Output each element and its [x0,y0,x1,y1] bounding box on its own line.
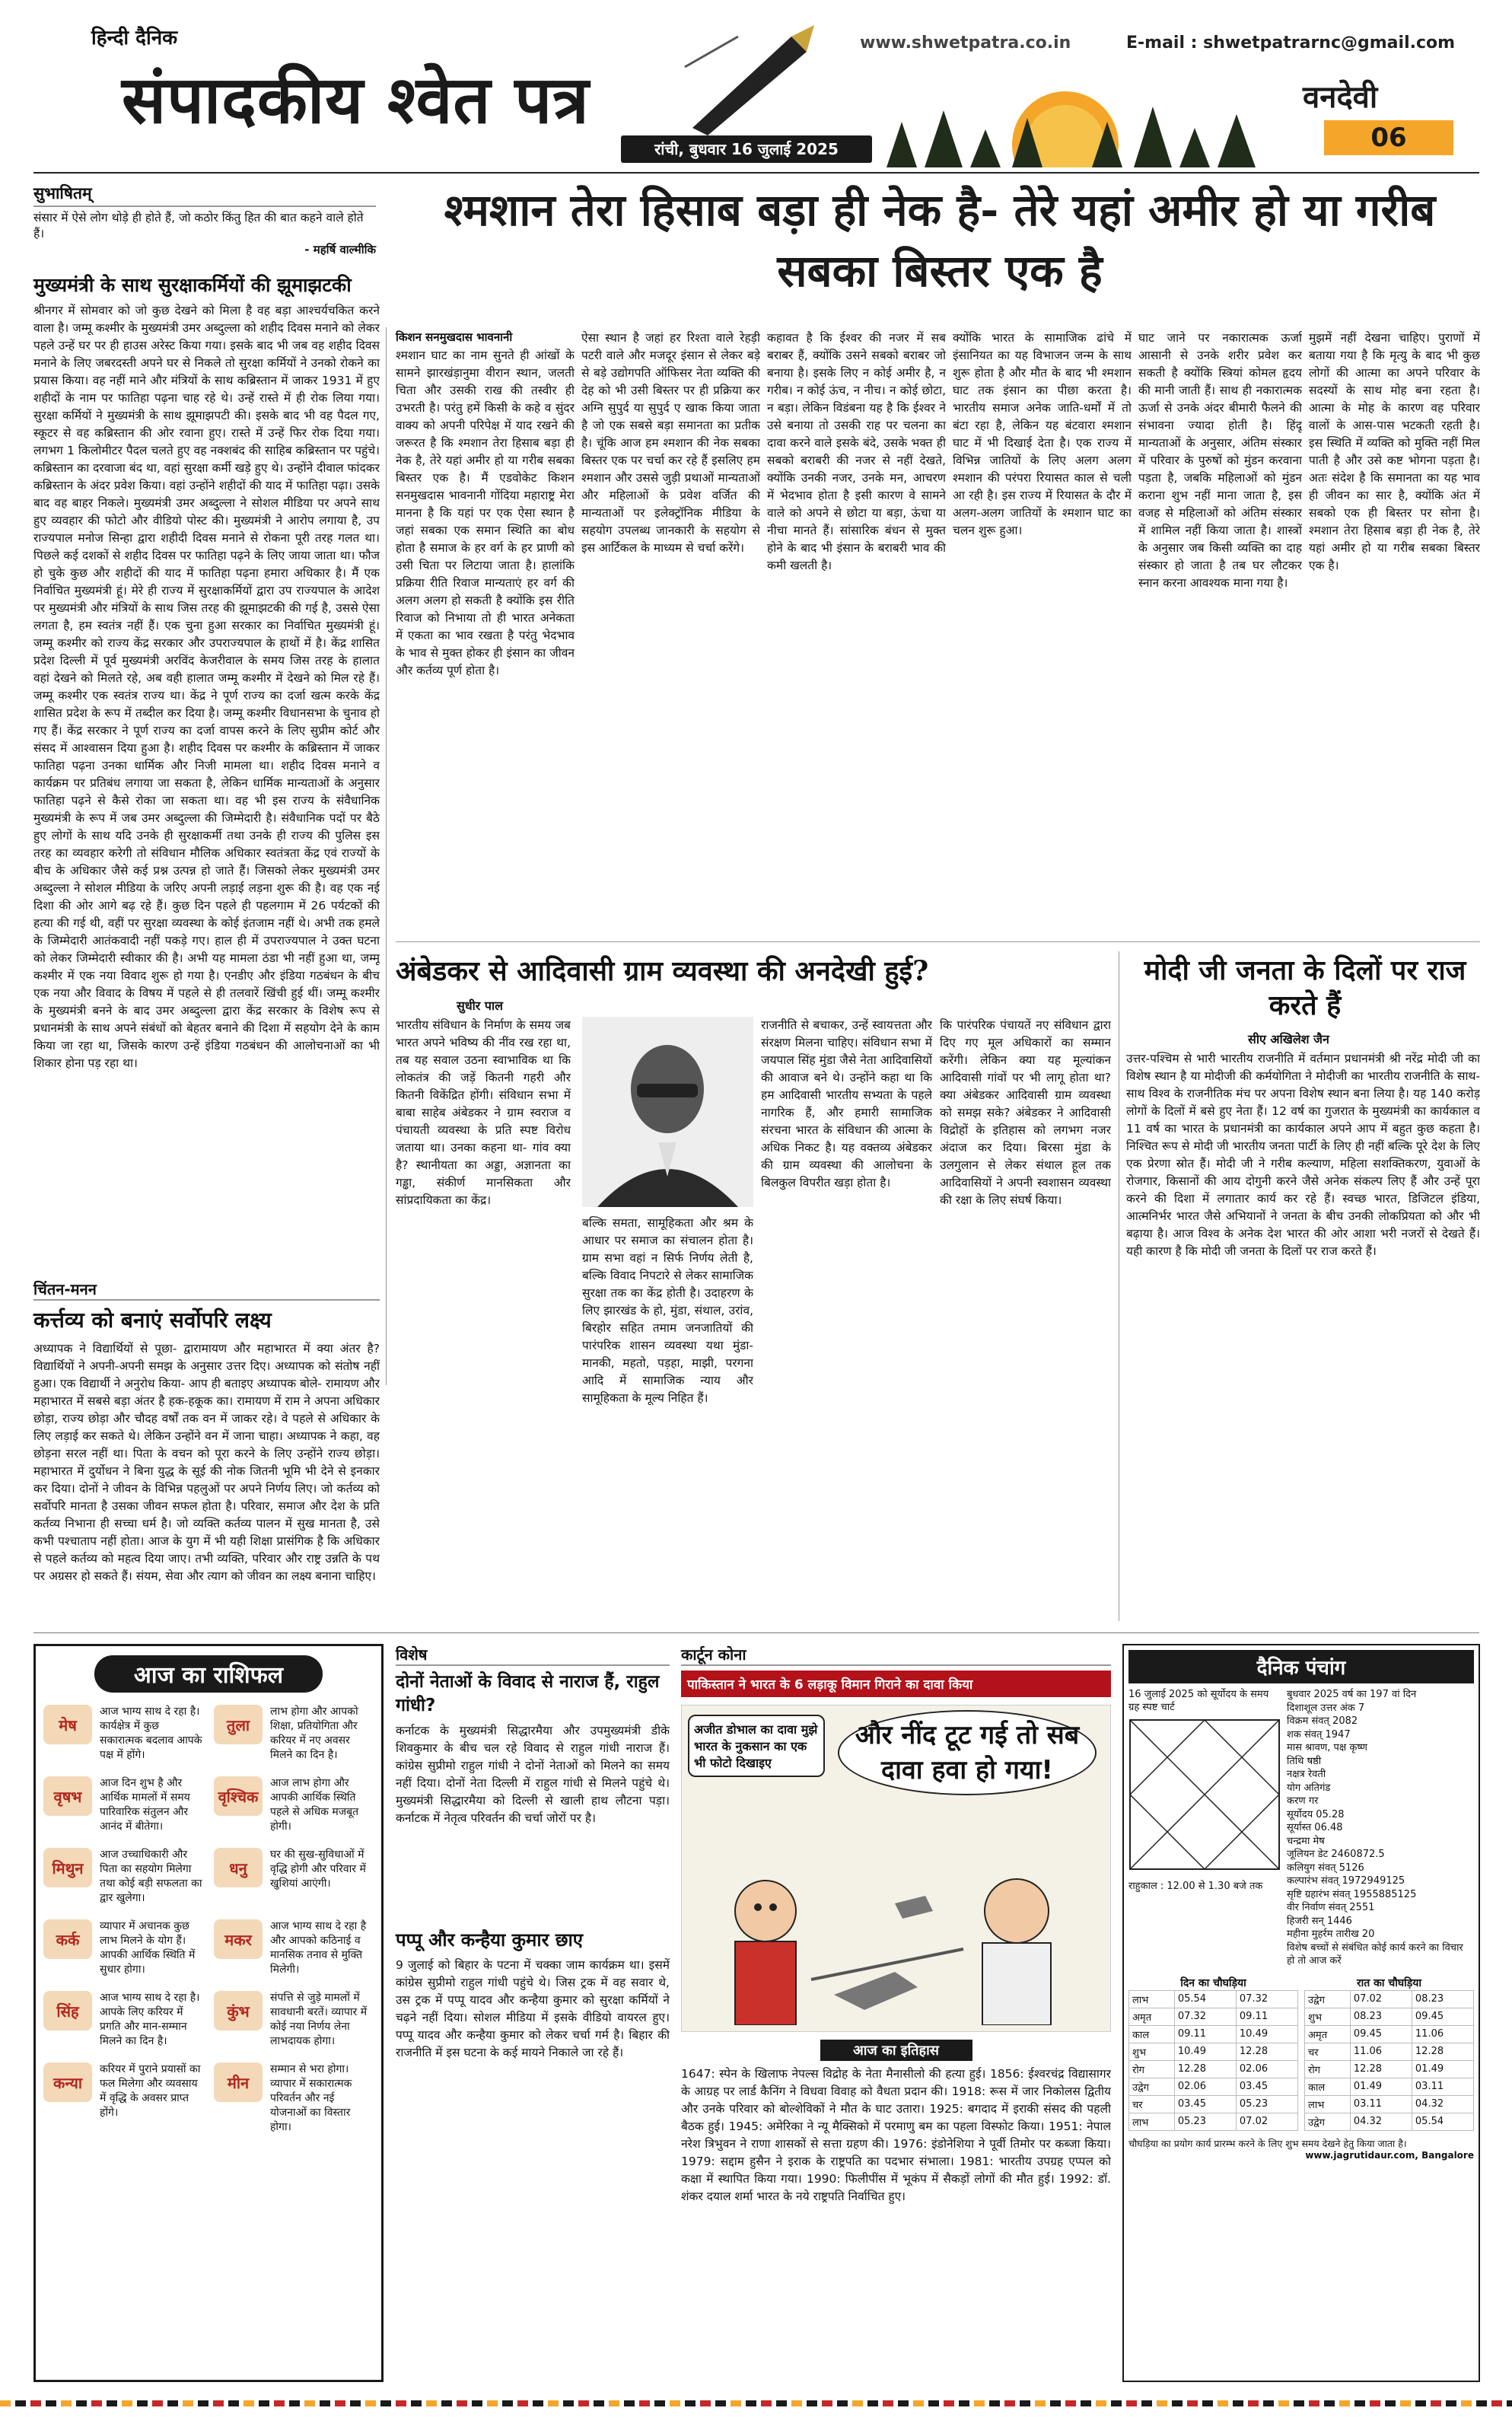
cm-story-headline: मुख्यमंत्री के साथ सुरक्षाकर्मियों की झूमाझटकी [33,274,352,296]
rashi-text: आज लाभ होगा और आपकी आर्थिक स्थिति पहले से अधिक मजबूत होगी। [270,1777,359,1833]
chogh-cell: अमृत [1305,2025,1351,2043]
footer-bar-segment [472,2400,482,2406]
footer-bar-segment [1141,2400,1152,2406]
footer-bar-segment [1004,2400,1015,2406]
chogh-cell: काल [1305,2078,1351,2095]
chogh-cell: 02.06 [1236,2060,1297,2078]
footer-bar-segment [1111,2400,1122,2406]
chogh-cell: 12.28 [1174,2060,1236,2078]
ambedkar-headline: अंबेडकर से आदिवासी ग्राम व्यवस्था की अनदेखी हुई? [396,955,929,987]
chogh-cell: उद्वेग [1305,2113,1351,2130]
footer-bar-segment [76,2400,87,2406]
chogh-cell: 03.45 [1174,2095,1236,2113]
chogh-cell: चर [1129,2095,1175,2113]
footer-bar-segment [380,2400,391,2406]
lead-column-6: मुझमें नहीं देखना चाहिए। पुराणों में बताया गया है कि मृत्यु के बाद भी कुछ लोगों की आत्मा का अपने परिवार के सदस्यों के साथ मोह बना रहता है। आत्मा के मोह के कारण वह परिवार वालों के आस-पास भटकती रहती है। इस स्थिति में व्यक्ति को मुक्ति नहीं मिल पाती है और उसे कष्ट भोगना पड़ता है। अतः संदेश है कि समानता का यह भाव ही जीवन का सार है, क्योंकि अंत में सबको एक ही बिस्तर पर सोना है। श्मशान तेरा हिसाब बड़ा ही नेक है, तेरे यहां अमीर हो या गरीब सबका बिस्तर एक है। [1309,331,1480,572]
footer-bar-segment [122,2400,132,2406]
panchang-line: कल्पारंभ संवत् 1972949125 [1287,1875,1405,1887]
panchang-line: तिथि षष्ठी [1287,1755,1322,1767]
footer-bar-segment [289,2400,300,2406]
subhashitam-heading: सुभाषितम् [33,183,376,207]
chogh-cell: 09.11 [1236,2008,1297,2025]
footer-bar-segment [1446,2400,1456,2406]
footer-bar-segment [852,2400,863,2406]
footer-bar-segment [1354,2400,1365,2406]
chogh-row [1129,2095,1298,2113]
panchang-line: वीर निर्वाण संवत् 2551 [1287,1902,1375,1913]
footer-bar-segment [1187,2400,1198,2406]
vishesh-section [396,1644,670,2382]
footer-bar-segment [411,2400,422,2406]
footer-bar-segment [700,2400,711,2406]
panchang-details [1287,1688,1474,1968]
chogh-row [1305,2095,1474,2113]
chogh-cell: 10.49 [1174,2043,1236,2060]
chogh-row [1305,1990,1474,2008]
footer-bar-segment [441,2400,452,2406]
footer-bar-segment [944,2400,954,2406]
lead-column-2: ऐसा स्थान है जहां हर रिश्ता वाले रेहड़ी पटरी वाले और मजदूर इंसान से लेकर बड़े से बड़े उद्योगपति ऑफिसर नेता व्यक्ति की देह को भी उसी बिस्तर पर ही प्रक्रिया कर अग्नि सुपुर्द या सुपुर्द ए खाक किया जाता है जो एक सबसे बड़ा समानता का प्रतीक है। चूंकि आज हम श्मशान की नेक सबका बिस्तर एक पर चर्चा कर रहे हैं इसलिए हम श्मशान और उससे जुड़ी प्रथाओं मान्यताओं और महिलाओं के प्रवेश वर्जित की मान्यताओं पर इलेक्ट्रॉनिक मीडिया के सहयोग उपलब्ध जानकारी के सहयोग से इस आर्टिकल के माध्यम से चर्चा करेंगे। [581,331,760,555]
chogh-cell: 03.11 [1412,2078,1473,2095]
footer-bar-segment [1278,2400,1289,2406]
panchang-footer-note: चौघड़िया का प्रयोग कार्य प्रारम्भ करने के लिए शुभ समय देखने हेतु किया जाता है। [1128,2137,1407,2149]
chogh-cell: 12.28 [1350,2060,1412,2078]
lead-column-1: श्मशान घाट का नाम सुनते ही आंखों के सामने झारखंड़ानुमा वीरान स्थान, जलती चिता और उसकी राख की तस्वीर ही उभरती है। परंतु हमें किसी के कहे व सुंदर वाक्य को अपनी परिपेक्ष में याद रखने की जरूरत है कि श्मशान तेरा हिसाब बड़ा ही नेक है, तेरे यहां अमीर हो या गरीब सबका बिस्तर एक है। मैं एडवोकेट किशन सनमुखदास भावनानी गोंदिया महाराष्ट्र मेरा मानना है कि यहां पर एक ऐसा स्थान है जहां सबका एक समान स्थिति का बोध होता है समाज के हर वर्ग के हर प्राणी को उसी चिता पर लिटाया जाता है। हालांकि प्रक्रिया रीति रिवाज मान्यताएं हर वर्ग की अलग अलग हो सकती है क्योंकि इस रीति रिवाज को निभाया तो ही भारत अनेकता में एकता का भाव रखता है परंतु भेदभाव के भाव से मुक्त होकर ही इंसान का जीवन और कर्तव्य पूर्ण होता है। [396,349,575,677]
chogh-cell: 07.02 [1236,2113,1297,2130]
rashi-name: मीन [214,2062,263,2102]
chogh-cell: 04.32 [1350,2113,1412,2130]
footer-bar-segment [1461,2400,1472,2406]
chogh-cell: 01.49 [1350,2078,1412,2095]
chogh-cell: लाभ [1129,1990,1175,2008]
chogh-cell: 07.32 [1236,1990,1297,2008]
chogh-cell: 05.23 [1236,2095,1297,2113]
rashi-item [43,1848,203,1906]
footer-bar-segment [1415,2400,1426,2406]
lead-headline: श्मशान तेरा हिसाब बड़ा ही नेक है- तेरे यहां अमीर हो या गरीब सबका बिस्तर एक है [444,184,1436,297]
chogh-cell: शुभ [1305,2008,1351,2025]
chogh-day-table [1128,1990,1298,2131]
modi-headline: मोदी जी जनता के दिलों पर राज करते हैं [1144,954,1466,1021]
rashi-name: कुंभ [214,1991,263,2030]
rahukaal-note: राहुकाल : 12.00 से 1.30 बजे तक [1128,1881,1263,1892]
chogh-row [1305,2025,1474,2043]
chogh-row [1129,2008,1298,2025]
footer-bar-segment [1157,2400,1167,2406]
footer-bar-segment [1035,2400,1046,2406]
chogh-day-title: दिन का चौघड़िया [1180,1976,1246,1989]
cm-story [33,272,380,1269]
footer-bar-segment [913,2400,924,2406]
rashi-name: वृश्चिक [214,1776,263,1816]
footer-bar-segment [715,2400,726,2406]
chogh-cell: 05.54 [1174,1990,1236,2008]
chogh-cell: उद्वेग [1129,2078,1175,2095]
rashi-item [43,1919,203,1977]
ambedkar-column-1: भारतीय संविधान के निर्माण के समय जब भारत अपने भविष्य की नींव रख रहा था, तब यह सवाल उठना स्वाभाविक था कि लोकतंत्र की जड़ें कितनी गहरी और कितनी विकेंद्रित होंगी। संविधान सभा में बाबा साहेब अंबेडकर ने ग्राम स्वराज व पंचायती व्यवस्था के प्रति स्पष्ट विरोध जताया था। उनका कहना था- गांव क्या है? स्थानीयता का अड्डा, अज्ञानता का गड्ढा, संकीर्ण मानसिकता और सांप्रदायिकता का केंद्र। [396,1018,571,1207]
cartoon-bubble-left: अजीत डोभाल का दावा मुझे भारत के नुकसान का एक भी फोटो दिखाइए [688,1715,825,1777]
footer-bar-segment [1065,2400,1076,2406]
ambedkar-column-3: राजनीति से बचाकर, उन्हें स्वायत्तता और संरक्षण मिलना चाहिए। संविधान सभा में जयपाल सिंह मुंडा जैसे नेता आदिवासियों की आवाज बने थे। उन्होंने कहा था कि हम आदिवासी भारतीय सभ्यता के पहले नागरिक हैं, और हमारी सामाजिक संरचना भारत के संविधान की आत्मा के अधिक निकट है। यह वक्तव्य अंबेडकर की ग्राम व्यवस्था की आलोचना के बिलकुल विपरीत खड़ा होता है। [761,1018,932,1190]
footer-bar-segment [1431,2400,1441,2406]
chintan-label: चिंतन-मनन [33,1279,380,1301]
footer-bar-segment [1491,2400,1502,2406]
website-link[interactable]: www.shwetpatra.co.in [860,33,1071,53]
footer-bar-segment [46,2400,56,2406]
itihas-section [681,2040,1111,2382]
footer-bar-segment [670,2400,680,2406]
brand-label: हिन्दी दैनिक [91,27,178,49]
modi-byline: सीए अखिलेश जैन [1248,1032,1329,1046]
modi-body: उत्तर-पश्चिम से भारी भारतीय राजनीति में वर्तमान प्रधानमंत्री श्री नरेंद्र मोदी जी का विशेष स्थान है या मोदीजी की कर्मयोगिता ने मोदीजी का भारतीय राजनीति के साथ-साथ विश्व के राजनीतिक मंच पर अपना विशेष स्थान बना लिया है। यह 140 करोड़ लोगों के दिलों में बसे हुए नेता हैं। 12 वर्ष का गुजरात के मुख्यमंत्री का कार्यकाल व 11 वर्ष का भारत के प्रधानमंत्री का कार्यकाल अपने आप में बहुत कुछ कहता है। निश्चित रूप से मोदी जी भारतीय जनता पार्टी के लिए ही नहीं बल्कि पूरे देश के लिए एक प्रेरणा स्रोत हैं। मोदी जी ने गरीब कल्याण, महिला सशक्तिकरण, युवाओं के रोजगार, किसानों की आय दोगुनी करने जैसे अनेक संकल्प लिए हैं और उन्हें पूरा करने की दिशा में लगातार कार्य कर रहे हैं। स्वच्छ भारत, डिजिटल इंडिया, आत्मनिर्भर भारत जैसे अभियानों ने जनता के बीच उनकी लोकप्रियता को और भी बढ़ाया है। आज विश्व के अनेक देश भारत की ओर आशा भरी नजरों से देखते हैं। यही कारण है कि मोदी जी जनता के दिलों पर राज करते हैं। [1126,1052,1480,1258]
rashifal-grid [36,1700,381,2139]
footer-bar-segment [183,2400,193,2406]
chogh-cell: 03.11 [1350,2095,1412,2113]
panchang-line: महीना मुहर्रम तारीख 20 [1287,1929,1375,1940]
chogh-cell: 07.32 [1174,2008,1236,2025]
chogh-cell: काल [1129,2025,1175,2043]
subhashitam-author: - महर्षि वाल्मीकि [304,243,376,256]
panchang-line: सूर्यास्त 06.48 [1287,1822,1343,1833]
lead-column-5: घाट जाने पर नकारात्मक ऊर्जा आसानी से उनके शरीर प्रवेश कर सकती है क्योंकि स्त्रियां कोमल हृदय की मानी जाती हैं। साथ ही नकारात्मक ऊर्जा से उनके अंदर बीमारी फैलने की संभावना ज्यादा होती है। हिंदू मान्यताओं के अनुसार, अंतिम संस्कार में परिवार के पुरुषों को मुंडन करवाना पड़ता है, जबकि महिलाओं को मुंडन कराना शुभ नहीं माना जाता है, इस वजह से महिलाओं को अंतिम संस्कार में शामिल नहीं किया जाता है। शास्त्रों के अनुसार जब किसी व्यक्ति का दाह संस्कार हो जाता है तब घर लौटकर स्नान करना आवश्यक माना गया है। [1138,331,1302,590]
chintan-body: अध्यापक ने विद्यार्थियों से पूछा- द्वारामायण और महाभारत में क्या अंतर है? विद्यार्थियों ने अपनी-अपनी समझ के अनुसार उत्तर दिए। अध्यापक को संतोष नहीं हुआ। एक विद्यार्थी ने अनुरोध किया- आप ही बताइए अध्यापक बोले- रामायण और महाभारत में सबसे बड़ा अंतर है हक-हकूक का। रामायण में राम ने अपना अधिकार छोड़ा, राज्य छोड़ा और चौदह वर्षों तक वन में जाकर रहे। वे पहले से अधिकार के लिए लड़ाई कर सकते थे। लेकिन उन्होंने वन में जाना चाहा। अध्यापक ने कहा, वह छोड़ना सरल नहीं था। पिता के वचन को पूरा करने के लिए उन्होंने राज्य छोड़ा। महाभारत में दुर्योधन ने बिना युद्ध के सूई की नोक जितनी भूमि भी देने से इनकार कर दिया। दोनों ने जीवन के विभिन्न पहलुओं पर अपने निर्णय लिए। जो कर्तव्य को सर्वोपरि मानता है उसका जीवन सफल होता है। परिवार, समाज और देश के प्रति कर्तव्य निभाना ही सच्चा धर्म है। जो व्यक्ति कर्तव्य पालन में सुख मानता है, उसे कभी पश्चाताप नहीं होता। आज के युग में भी यही शिक्षा प्रासंगिक है कि अधिकार से पहले कर्तव्य को महत्व दिया जाए। तभी व्यक्ति, परिवार और राष्ट्र उन्नति के पथ पर अग्रसर हो सकते हैं। संयम, सेवा और त्याग को जीवन का लक्ष्य बनाना चाहिए। [33,1342,380,1583]
footer-bar-segment [0,2400,11,2406]
rashi-text: व्यापार में अचानक कुछ लाभ मिलने के योग हैं। आपकी आर्थिक स्थिति में सुधार होगा। [100,1920,196,1976]
panchang-line: करण गर [1287,1795,1319,1807]
panchang-line: नक्षत्र रेवती [1287,1769,1326,1780]
chogh-row [1129,2043,1298,2060]
chogh-cell: 08.23 [1412,1990,1473,2008]
rashi-item [43,2062,203,2135]
chogh-cell: 09.11 [1174,2025,1236,2043]
footer-bar-segment [928,2400,939,2406]
chogh-cell: लाभ [1305,2095,1351,2113]
cartoon-panel [681,1705,1111,2032]
footer-bar-segment [228,2400,239,2406]
footer-bar-segment [1172,2400,1183,2406]
rashi-name: सिंह [43,1991,92,2030]
footer-bar-segment [533,2400,543,2406]
footer-bar-segment [274,2400,285,2406]
lead-column-4: क्योंकि भारत के सामाजिक ढांचे में इंसानियत का यह विभाजन जन्म के साथ शुरू होता है और मौत के बाद भी श्मशान घाट तक इंसान का पीछा करता है। भारतीय समाज अनेक जाति-धर्मों में तो बंटा रहा है, लेकिन यह बंटवारा श्मशान घाट में भी दिखाई देता है। एक राज्य में विभिन्न जातियों के लिए अलग अलग श्मशान की परंपरा रियासत काल से चली आ रही है। इस राज्य में रियासत के दौर में अलग-अलग जातियों के श्मशान घाट का चलन शुरू हुआ। [953,331,1132,537]
footer-bar-segment [563,2400,574,2406]
chogh-row [1305,2113,1474,2130]
footer-bar-segment [502,2400,513,2406]
footer-bar-segment [578,2400,589,2406]
chogh-cell: 12.28 [1412,2043,1473,2060]
footer-bar-segment [320,2400,330,2406]
footer-bar-segment [1248,2400,1259,2406]
chogh-cell: 05.54 [1412,2113,1473,2130]
chogh-cell: 09.45 [1350,2025,1412,2043]
footer-bar-segment [1263,2400,1274,2406]
rashi-name: धनु [214,1848,263,1887]
panchang-intro: 16 जुलाई 2025 को सूर्योदय के समय ग्रह स्पष्ट चार्ट [1128,1689,1269,1713]
chogh-cell: 01.49 [1412,2060,1473,2078]
chogh-cell: लाभ [1129,2113,1175,2130]
footer-bar-segment [1476,2400,1487,2406]
footer-bar-segment [791,2400,802,2406]
panchang-line: मास श्रावण, पक्ष कृष्ण [1287,1742,1367,1753]
footer-bar-segment [654,2400,665,2406]
footer-bar-segment [213,2400,224,2406]
rashi-name: मकर [214,1919,263,1959]
rashi-name: मेष [43,1705,92,1744]
chogh-night-table [1304,1990,1474,2131]
chogh-cell: 09.45 [1412,2008,1473,2025]
rashi-text: सम्मान से भरा होगा। व्यापार में सकारात्मक परिवर्तन और नई योजनाओं का विस्तार होगा। [270,2063,352,2133]
footer-bar-segment [1020,2400,1030,2406]
chogh-cell: 11.06 [1412,2025,1473,2043]
footer-bar-segment [1081,2400,1091,2406]
vishesh-body-1: कर्नाटक के मुख्यमंत्री सिद्धारमैया और उपमुख्यमंत्री डीके शिवकुमार के बीच चल रहे विवाद से राहुल गांधी नाराज हैं। कांग्रेस सुप्रीमो राहुल गांधी ने दोनों नेताओं को मिलने का समय नहीं दिया। दोनों नेता दिल्ली में राहुल गांधी से मिलने पहुंचे थे। मुख्यमंत्री सिद्धारमैया को दिल्ली से खाली हाथ लौटना पड़ा। कर्नाटक में नेतृत्व परिवर्तन की चर्चा जोरों पर है। [396,1724,670,1825]
panchang-line: विक्रम संवत् 2082 [1287,1715,1358,1727]
footer-bar-segment [807,2400,817,2406]
chogh-cell: 11.06 [1350,2043,1412,2060]
footer-bar-segment [867,2400,878,2406]
footer-bar-segment [107,2400,117,2406]
footer-bar-segment [167,2400,178,2406]
chogh-cell: रोग [1129,2060,1175,2078]
lead-byline: किशन सनमुखदास भावनानी [396,330,513,344]
footer-bar-segment [487,2400,498,2406]
chintan-headline: कर्त्तव्य को बनाएं सर्वोपरि लक्ष्य [33,1307,272,1333]
footer-bar-segment [594,2400,604,2406]
footer-bar-segment [259,2400,269,2406]
cm-story-body: श्रीनगर में सोमवार को जो कुछ देखने को मिला है वह बड़ा आश्चर्यचकित करने वाला है। जम्मू कश्मीर के मुख्यमंत्री उमर अब्दुल्ला को शहीद दिवस मनाने को लेकर पहले उन्हें घर पर ही हाउस अरेस्ट किया गया। इसके बाद भी जब वह शहीद दिवस मनाने के लिए जबरदस्ती अपने घर से निकले तो सुरक्षा कर्मियों ने उनको रोकने का प्रयास किया। वह नहीं माने और मंत्रियों के साथ कब्रिस्तान में जाकर 1931 में हुए शहीदों के नाम पर फातिहा पढ़ना चाह रहे थे। उन्हें रास्ते में ही रोक लिया गया। सुरक्षा कर्मियों ने मुख्यमंत्री के साथ झूमाझपटी की। इसके बाद भी वह पैदल गए, स्कूटर से वह कब्रिस्तान की ओर रवाना हुए। रास्ते में उन्हें फिर रोक दिया गया। लगभग 1 किलोमीटर पैदल चलते हुए वह नक्शबंद की साहिब कब्रिस्तान पर पहुंचे। कब्रिस्तान का दरवाजा बंद था, वहां सुरक्षा कर्मी खड़े हुए थे। उन्होंने दीवाल फांदकर कब्रिस्तान के अंदर प्रवेश किया। वहां उन्होंने शहीदों की याद में फातिहा पढ़ा। उसके बाद वह बाहर निकले। मुख्यमंत्री उमर अब्दुल्ला ने सोशल मीडिया पर अपने साथ हुए व्यवहार की फोटो और वीडियो पोस्ट की। मुख्यमंत्री ने आरोप लगाया है, उप राज्यपाल मनोज सिन्हा द्वारा शहीदी दिवस मनाने से रोकना पूरी तरह गलत था। पिछले कई दशकों से शहीद दिवस पर फातिहा पढ़ने के लिए जाया जाता था। फौज हो चुके कुछ और शहीदों की याद में फातिहा पढ़ना हमारा अधिकार है। मैं एक निर्वाचित मुख्यमंत्री हूं। मेरे ही राज्य में सुरक्षाकर्मियों द्वारा उप राज्यपाल के आदेश पर मुख्यमंत्री और मंत्रियों के साथ जिस तरह की झूमाझटकी की गई है, उससे ऐसा लगता है, हम स्वतंत्र नहीं हैं। एक चुना हुआ सरकार का निर्वाचित मुख्यमंत्री हूं। जम्मू कश्मीर को राज्य केंद्र सरकार और उपराज्यपाल के हाथों में है। केंद्र शासित प्रदेश दिल्ली में पूर्व मुख्यमंत्री अरविंद केजरीवाल के समय जिस तरह के हालात वहां देखने को मिलते रहे, अब वही हालात जम्मू कश्मीर में देखने को मिल रहे हैं। जम्मू कश्मीर एक स्वतंत्र राज्य था। केंद्र ने पूर्ण राज्य का दर्जा खत्म करके केंद्र शासित प्रदेश के रूप में तब्दील कर दिया है। जम्मू कश्मीर विधानसभा के चुनाव हो गए हैं। केंद्र सरकार ने पूर्ण राज्य का दर्जा वापस करने के लिए सुप्रीम कोर्ट और संसद में आश्वासन दिया हुआ है। शहीद दिवस पर कश्मीर के कब्रिस्तान में जाकर फातिहा पढ़ना उनका धार्मिक और निजी मामला था। शहीद दिवस मनाने व कार्यक्रम पर प्रतिबंध लगाया जा सकता है, लेकिन धार्मिक मान्यताओं के अनुसार फातिहा पढ़ने से कैसे रोका जा सकता था। वह भी इस राज्य के संवैधानिक मुख्यमंत्री के रूप में जब उमर अब्दुल्ला की जिम्मेदारी है। संवैधानिक पदों पर बैठे हुए लोगों के साथ यदि उनके ही सुरक्षाकर्मी तथा उनके ही राज्य की पुलिस इस तरह का व्यवहार करेगी तो संविधान मौलिक अधिकार स्वतंत्रता केंद्र एवं राज्यों के बीच के अधिकार जैसे कई प्रश्न उत्पन्न हो जाते हैं। जिसको लेकर मुख्यमंत्री उमर अब्दुल्ला ने सोशल मीडिया के जरिए अपनी लड़ाई लड़ना शुरू की है। वह एक नई दिशा की ओर आगे बढ़ रहे हैं। कुछ दिन पहले ही पहलगाम में 26 पर्यटकों की हत्या की गई थी, वहीं पर सुरक्षा व्यवस्था के कोई इंतजाम नहीं थे। अभी तक हमले के जिम्मेदारी आतंकवादी नहीं पकड़े गए। हाल ही में उपराज्यपाल ने उक्त घटना को लेकर जिम्मेदारी स्वीकार की है। अभी यह मामला ठंडा भी नहीं हुआ था, जम्मू कश्मीर में एक नया विवाद शुरू हो गया है। एनडीए और इंडिया गठबंधन के बीच एक नया और विवाद के विषय में पहले से ही तलवारें खिंची हुई थीं। जम्मू कश्मीर के मुख्यमंत्री बनने के बाद उमर अब्दुल्ला द्वारा केंद्र सरकार के विशेष रूप से प्रधानमंत्री के साथ अपने संबंधों को बेहतर बनाने की दिशा में सहयोग देने के काम किया जा रहा था, जिसके कारण उन्हें इंडिया गठबंधन की आलोचनाओं का भी शिकार होना पड़ रहा था। [33,304,380,1070]
footer-bar-segment [959,2400,969,2406]
footer-bar-segment [1507,2400,1512,2406]
chogh-cell: चर [1305,2043,1351,2060]
chogh-row [1305,2060,1474,2078]
footer-bar-segment [989,2400,1000,2406]
panchang-line: जूलियन डेट 2460872.5 [1287,1849,1385,1860]
vishesh-label: विशेष [396,1644,670,1666]
rashi-text: संपत्ति से जुड़े मामलों में सावधानी बरतें। व्यापार में कोई नया निर्णय लेना लाभदायक होगा। [270,1992,368,2047]
page-number: 06 [1324,120,1453,155]
subhashitam-box [33,183,376,263]
rashi-name: कर्क [43,1919,92,1959]
rashi-text: करियर में पुराने प्रयासों का फल मिलेगा और व्यवसाय में वृद्धि के अवसर प्राप्त होंगे। [100,2063,201,2119]
lead-column-3: कहावत है कि ईश्वर की नजर में सब बराबर हैं, क्योंकि उसने सबको बराबर जो बनाया है। इसके लिए न कोई अमीर है, न गरीब। न कोई ऊंच, न नीच। न कोई छोटा, न बड़ा। लेकिन विडंबना यह है कि ईश्वर ने उसे बनाया तो उसकी राह पर चलना का दावा करने वाले इसके बंदे, उसके भक्त ही सबको बराबरी की नजर से नहीं देखते, क्योंकि उनकी नजर, उनके मन, आचरण में भेदभाव होता है इसी कारण वे सामने वाले को अपने से छोटा या बड़ा, ऊंचा या नीचा मानते हैं। सांसारिक बंधन से मुक्त होने के बाद भी इंसान के बराबरी भाव की कमी खलती है। [767,331,946,572]
rashi-text: आज भाग्य साथ दे रहा है। कार्यक्षेत्र में कुछ सकारात्मक बदलाव आपके पक्ष में होंगे। [100,1706,202,1761]
footer-bar-segment [822,2400,832,2406]
cartoon-caption: पाकिस्तान ने भारत के 6 लड़ाकू विमान गिराने का दावा किया [681,1671,1111,1697]
chogh-cell: 12.28 [1236,2043,1297,2060]
footer-bar-segment [1233,2400,1243,2406]
itihas-label: आज का इतिहास [820,2040,972,2061]
rashi-item [214,1705,374,1763]
footer-bar-segment [1309,2400,1319,2406]
footer-bar-segment [609,2400,619,2406]
footer-bar-segment [152,2400,163,2406]
footer-bar-segment [457,2400,467,2406]
footer-bar-segment [1050,2400,1061,2406]
footer-bar-segment [837,2400,848,2406]
footer-bar-segment [304,2400,315,2406]
footer-bar-segment [974,2400,985,2406]
masthead [0,0,1512,174]
footer-bar-segment [198,2400,208,2406]
footer-bar-segment [1400,2400,1411,2406]
rashifal-title: आज का राशिफल [94,1655,323,1693]
panchang-line: सृष्टि ग्रहारंभ संवत् 1955885125 [1287,1888,1417,1900]
panchang-line: योग अतिगंड [1287,1782,1331,1794]
footer-bar-segment [761,2400,772,2406]
footer-bar-segment [776,2400,787,2406]
chogh-night-title: रात का चौघड़िया [1356,1976,1422,1989]
footer-bar-segment [1370,2400,1380,2406]
footer-bar-segment [91,2400,102,2406]
rashi-name: मिथुन [43,1848,92,1887]
ambedkar-portrait [582,1017,753,1207]
rashi-name: तुला [214,1705,263,1744]
panchang-line: चन्द्रमा मेष [1287,1835,1325,1847]
rashi-item [214,1991,374,2049]
footer-bar-segment [1126,2400,1137,2406]
footer-bar-segment [1339,2400,1350,2406]
footer-bar-segment [335,2400,345,2406]
column-rule [386,327,387,1385]
chogh-row [1129,2060,1298,2078]
pen-nib-icon [677,21,822,135]
itihas-body: 1647: स्पेन के खिलाफ नेपल्स विद्रोह के नेता मैनासीलो की हत्या हुई। 1856: ईश्वरचंद्र विद्यासागर के आग्रह पर लार्ड कैनिंग ने विधवा विवाह को वैधता प्रदान की। 1918: रूस में जार निकोलस द्वितीय और उनके परिवार को बोल्शेविकों ने मौत के घाट उतारा। 1925: बगदाद में इराकी संसद की पहली बैठक हुई। 1945: अमेरिका ने न्यू मैक्सिको में परमाणु बम का पहला विस्फोट किया। 1951: नेपाल नरेश त्रिभुवन ने राणा शासकों से सत्ता ग्रहण की। 1976: इंडोनेशिया ने पूर्वी तिमोर पर कब्जा किया। 1979: सद्दाम हुसैन ने इराक के राष्ट्रपति का पदभार संभाला। 1981: भारतीय उपग्रह एप्पल को कक्षा में स्थापित किया गया। 1990: फिलीपींस में भूकंप में सैकड़ों लोगों की मौत हुई। 1992: डॉ. शंकर दयाल शर्मा भारत के नये राष्ट्रपति निर्वाचित हुए। [681,2067,1111,2203]
rashi-text: आज दिन शुभ है और आर्थिक मामलों में समय पारिवारिक संतुलन और आनंद में बीतेगा। [100,1777,190,1833]
rashifal-box [33,1644,384,2382]
chintan-section [33,1279,380,1625]
footer-bar-segment [1324,2400,1335,2406]
footer-bar-segment [30,2400,41,2406]
panchang-box [1122,1644,1480,2382]
footer-bar-segment [548,2400,559,2406]
footer-bar-segment [1202,2400,1213,2406]
footer-bar-segment [746,2400,756,2406]
panchang-line: कलियुग संवत् 5126 [1287,1862,1364,1874]
vishesh-headline-2: पप्पू और कन्हैया कुमार छाए [396,1929,584,1951]
footer-color-bar [0,2397,1512,2413]
panchang-title: दैनिक पंचांग [1128,1650,1474,1683]
vishesh-headline-1: दोनों नेताओं के विवाद से नाराज हैं, राहुल गांधी? [396,1672,660,1715]
rashi-text: आज भाग्य साथ दे रहा है और आपको कठिनाई व मानसिक तनाव से मुक्ति मिलेगी। [270,1920,367,1976]
cartoon-label: कार्टून कोना [681,1644,1111,1666]
chogh-cell: शुभ [1129,2043,1175,2060]
ambedkar-column-4: कि पारंपरिक पंचायतें नए संविधान द्वारा दिए गए मूल अधिकारों का सम्मान करेंगी। लेकिन क्या यह मूल्यांकन आदिवासी गांवों पर भी लागू होता था? क्या अंबेडकर आदिवासी ग्राम व्यवस्था को समझ सके? अंबेडकर ने आदिवासी विद्रोहों के इतिहास को लगभग नजर अंदाज कर दिया। बिरसा मुंडा के उलगुलान से लेकर संथाल हूल तक आदिवासियों ने अपनी स्वशासन व्यवस्था की रक्षा के लिए संघर्ष किया। [940,1018,1111,1207]
footer-bar-segment [396,2400,406,2406]
footer-bar-segment [1294,2400,1304,2406]
kundali-chart [1128,1718,1281,1871]
rashi-item [43,1776,203,1834]
rashi-item [214,1848,374,1906]
rashi-text: घर की सुख-सुविधाओं में वृद्धि होगी और परिवार में खुशियां आएंगी। [270,1849,366,1890]
footer-bar-segment [624,2400,635,2406]
chogh-cell: 05.23 [1174,2113,1236,2130]
footer-bar-segment [244,2400,254,2406]
bottom-section-rule [33,1632,1479,1633]
section-name: वनदेवी [1303,79,1378,115]
footer-bar-segment [517,2400,528,2406]
rashi-item [43,1991,203,2049]
subhashitam-quote: संसार में ऐसे लोग थोड़े ही होते हैं, जो कठोर किंतु हित की बात कहने वाले होते हैं। [33,211,364,240]
cartoon-bubble-right: और नींद टूट गई तो सब दावा हवा हो गया! [838,1710,1097,1795]
panchang-line: दिशाशूल उत्तर अंक 7 [1287,1702,1365,1714]
rashi-text: आज भाग्य साथ दे रहा है। आपके लिए करियर में प्रगति और मान-सम्मान मिलने का दिन है। [100,1992,200,2047]
chogh-cell: रोग [1305,2060,1351,2078]
footer-bar-segment [898,2400,909,2406]
footer-bar-segment [1218,2400,1228,2406]
footer-bar-segment [883,2400,893,2406]
chogh-row [1305,2043,1474,2060]
footer-bar-segment [639,2400,650,2406]
rashi-name: वृषभ [43,1776,92,1816]
chogh-row [1129,2025,1298,2043]
chogh-cell: 08.23 [1350,2008,1412,2025]
cartoon-section [681,1644,1111,2032]
rashi-text: लाभ होगा और आपको शिक्षा, प्रतियोगिता और करियर में नए अवसर मिलने का दिन है। [270,1706,358,1761]
panchang-line: हिजरी सन् 1446 [1287,1915,1352,1927]
ambedkar-column-2: बल्कि समता, सामूहिकता और श्रम के आधार पर समाज का संचालन होता है। ग्राम सभा वहां न सिर्फ निर्णय लेती है, बल्कि विवाद निपटारे से लेकर सामाजिक सुरक्षा तक का केंद्र होती है। उदाहरण के लिए झारखंड के हो, मुंडा, संथाल, उरांव, बिरहोर सहित तमाम जनजातियों की पारंपरिक शासन व्यवस्था यथा मुंडा-मानकी, महतो, पड़हा, माझी, परगना आदि में सामाजिक न्याय और सामूहिकता के मूल्य निहित हैं। [582,1216,753,1405]
chogh-row [1129,2078,1298,2095]
footer-bar-segment [137,2400,148,2406]
forest-sun-logo [841,61,1290,167]
footer-bar-segment [685,2400,696,2406]
chogh-row [1305,2008,1474,2025]
chogh-row [1129,2113,1298,2130]
lead-bottom-rule [396,941,1480,942]
rashi-item [43,1705,203,1763]
panchang-line: शक संवत् 1947 [1287,1728,1351,1741]
vishesh-body-2: 9 जुलाई को बिहार के पटना में चक्का जाम कार्यक्रम था। इसमें कांग्रेस सुप्रीमो राहुल गांधी पहुंचे थे। जिस ट्रक में वह सवार थे, उस ट्रक में पप्पू यादव और कन्हैया कुमार को सुरक्षा कर्मियों ने चढ़ने नहीं दिया। सोशल मीडिया में इसके वीडियो वायरल हुए। पप्पू यादव और कन्हैया कुमार को लेकर चर्चा गर्म है। बिहार की राजनीति में इस घटना के कई मायने निकाले जा रहे हैं। [396,1958,670,2059]
rashi-item [214,2062,374,2135]
panchang-line: सूर्योदय 05.28 [1287,1808,1345,1820]
panchang-line: बुधवार 2025 वर्ष का 197 वां दिन [1287,1689,1417,1700]
footer-bar-segment [350,2400,361,2406]
panchang-line: विशेष बच्चों से संबंधित कोई कार्य करने का विचार हो तो आज करें [1287,1941,1463,1967]
rashi-item [214,1919,374,1977]
chogh-row [1129,1990,1298,2008]
chogh-cell: 10.49 [1236,2025,1297,2043]
footer-bar-segment [1096,2400,1106,2406]
chogh-cell: 03.45 [1236,2078,1297,2095]
masthead-rule [33,172,1479,174]
rashi-item [214,1776,374,1834]
chogh-cell: 02.06 [1174,2078,1236,2095]
ambedkar-byline: सुधीर पाल [457,999,503,1013]
footer-bar-segment [15,2400,26,2406]
email-address[interactable]: E-mail : shwetpatrarnc@gmail.com [1126,33,1456,53]
newspaper-title: संपादकीय श्वेत पत्र [122,62,590,139]
rashi-name: कन्या [43,2062,92,2102]
chogh-row [1305,2078,1474,2095]
chogh-cell: 04.32 [1412,2095,1473,2113]
dateline: रांची, बुधवार 16 जुलाई 2025 [621,135,872,163]
chogh-cell: उद्वेग [1305,1990,1351,2008]
chogh-cell: 07.02 [1350,1990,1412,2008]
footer-bar-segment [61,2400,72,2406]
rashi-text: आज उच्चाधिकारी और पिता का सहयोग मिलेगा तथा कोई बड़ी सफलता का द्वार खुलेगा। [100,1849,202,1904]
cartoon-figures-illustration [697,1858,1093,2025]
panchang-footer-source: www.jagrutidaur.com, Bangalore [1305,2149,1474,2161]
footer-bar-segment [731,2400,741,2406]
footer-bar-segment [1385,2400,1396,2406]
chogh-cell: अमृत [1129,2008,1175,2025]
footer-bar-segment [365,2400,376,2406]
footer-bar-segment [426,2400,437,2406]
